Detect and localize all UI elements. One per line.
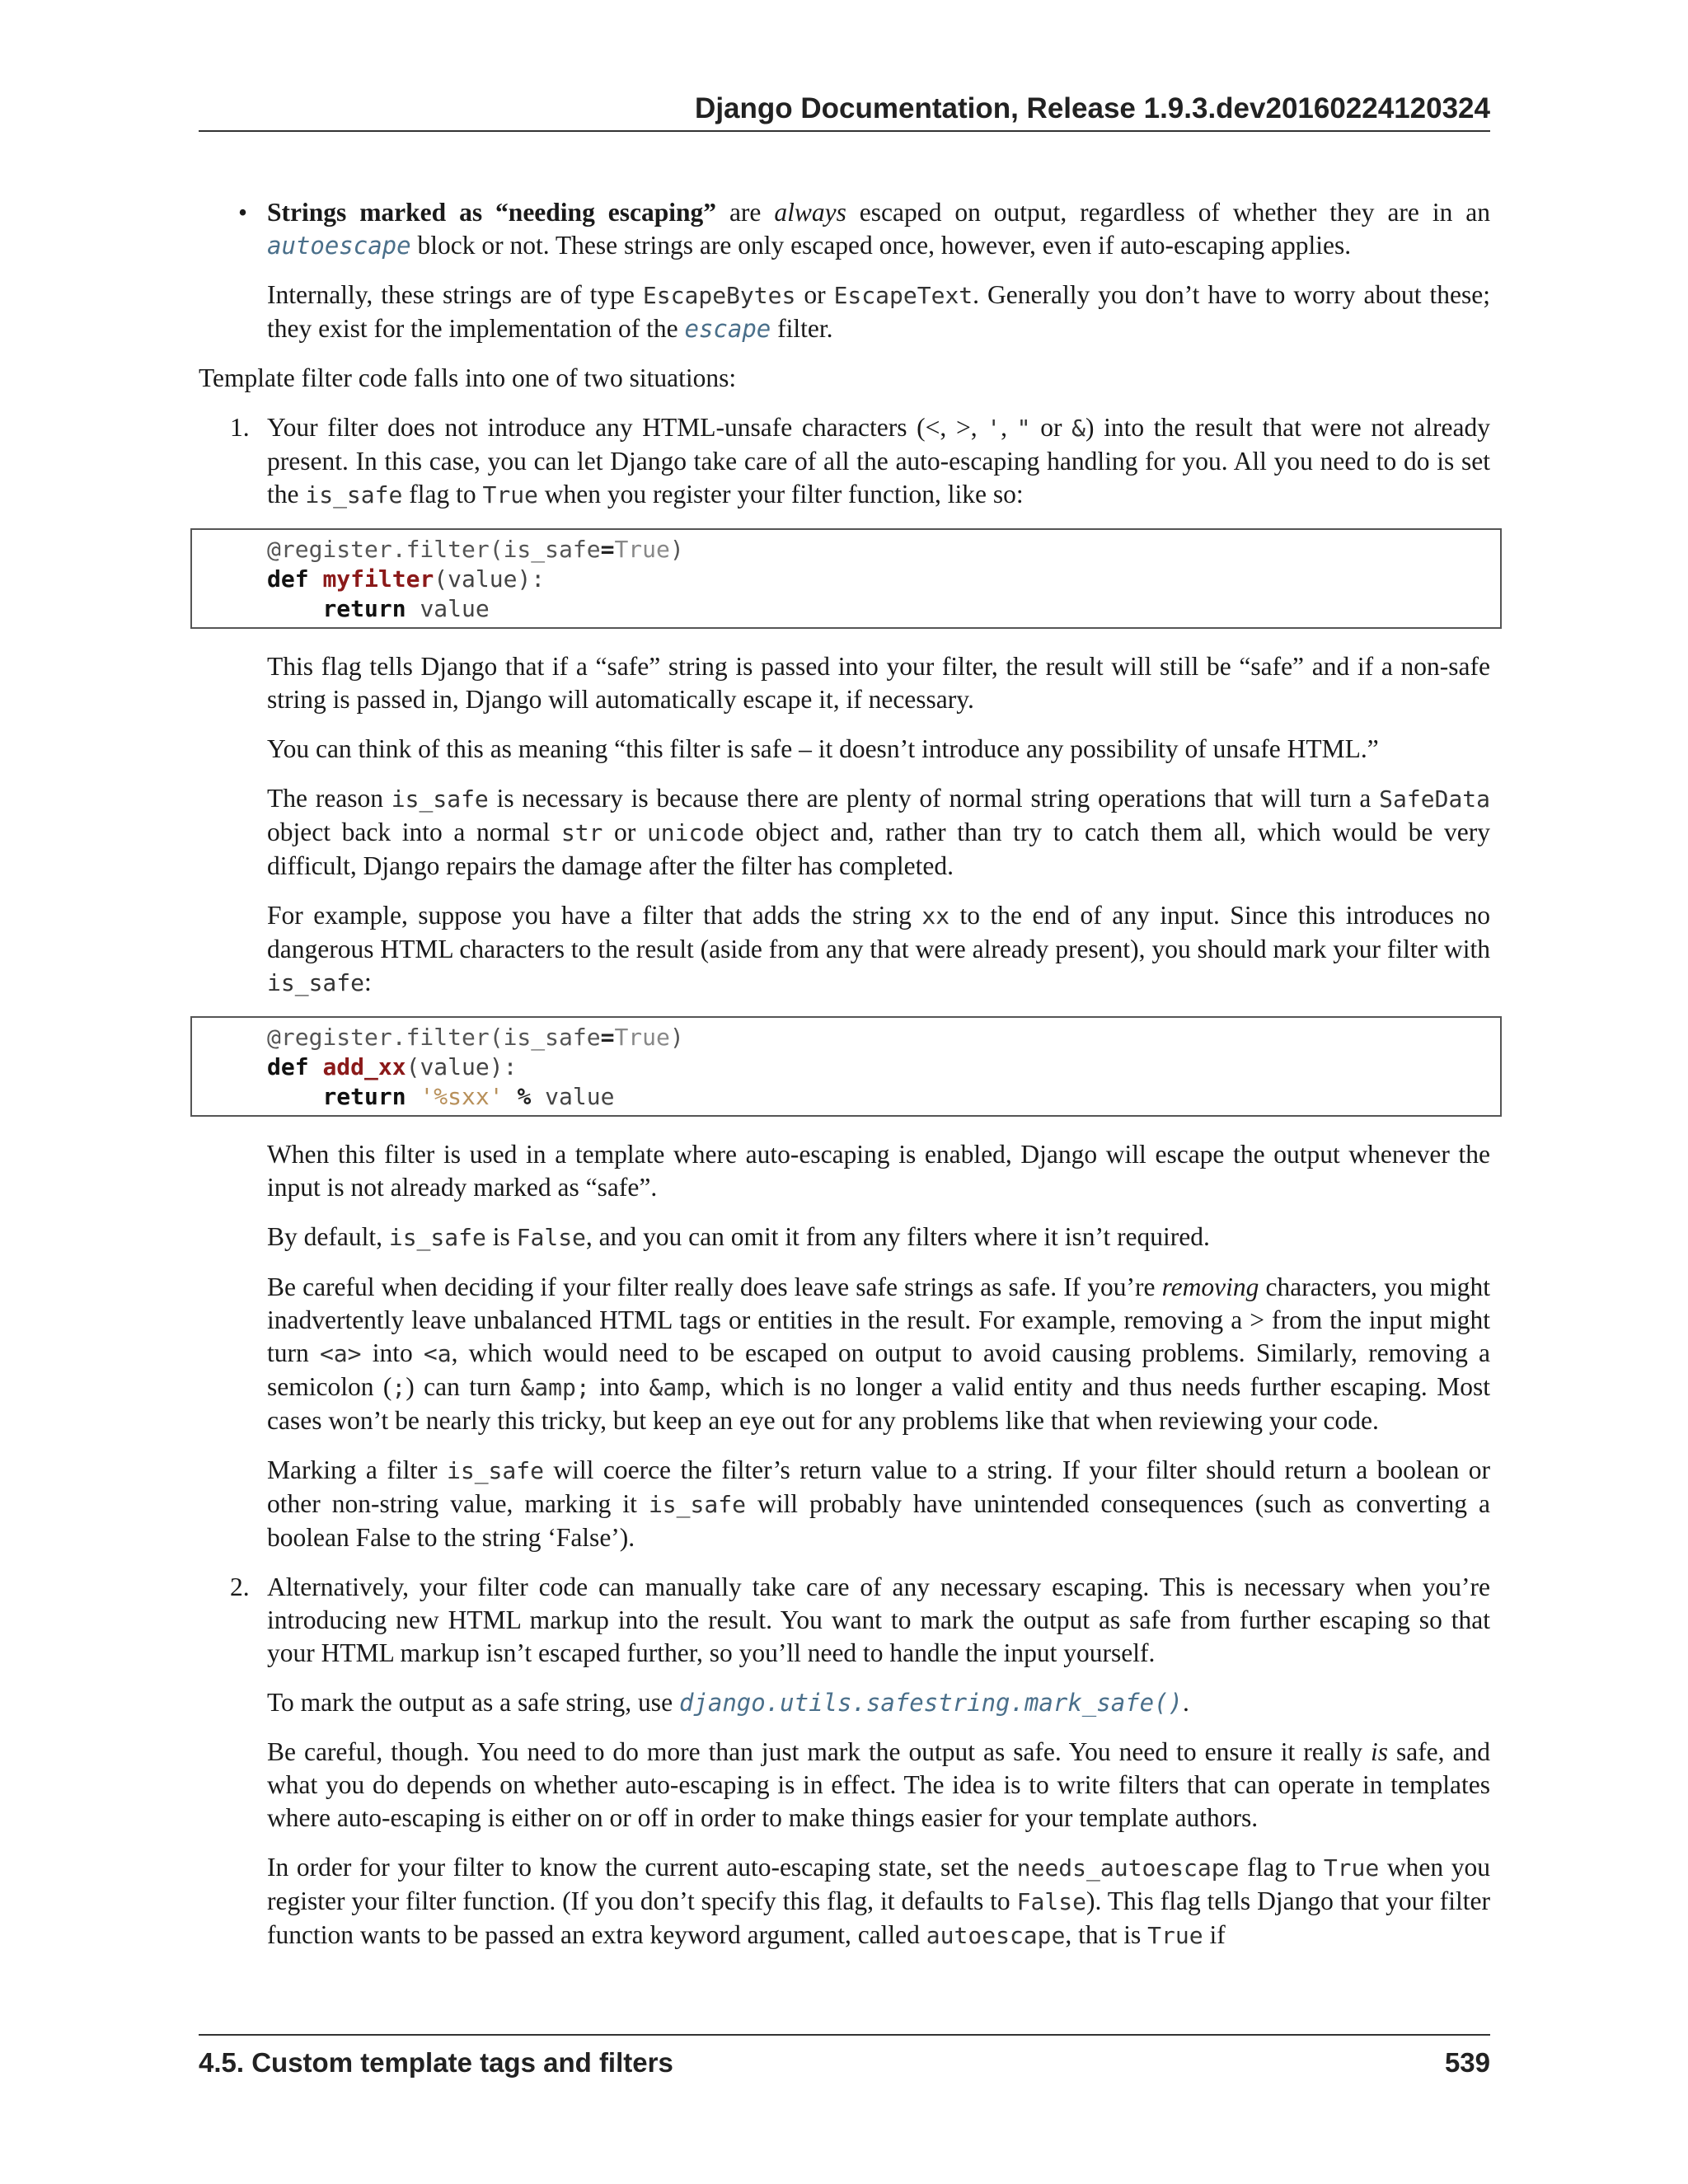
inline-code: autoescape <box>926 1922 1066 1949</box>
paragraph <box>267 899 1490 1000</box>
emphasis: is <box>1370 1737 1388 1766</box>
code-token: (value): <box>434 565 546 593</box>
page-header <box>199 89 1490 132</box>
mark-safe-link[interactable]: django.utils.safestring.mark_safe() <box>678 1689 1184 1717</box>
text: To mark the output as a safe string, use <box>267 1688 679 1717</box>
text: when you register your filter function, like so: <box>537 480 1024 509</box>
code-block-add-xx <box>190 1016 1502 1117</box>
footer-section-title: 4.5. Custom template tags and filters <box>199 2047 673 2078</box>
inline-code: ; <box>392 1374 406 1401</box>
code-token: def <box>267 565 309 593</box>
text: flag to <box>1239 1853 1324 1882</box>
text: characters, you might inadvertently leave unbalanced HTML tags or entities in the result. For example, removing a > from the input might turn <box>267 1272 1490 1367</box>
inline-code: <a> <box>319 1340 362 1367</box>
text: safe, and what you do depends on whether auto-escaping is in effect. The idea is to write filters that can operate in templates where auto-escaping is either on or off in order to make things easier for your template authors. <box>267 1737 1490 1832</box>
inline-code: is_safe <box>388 1224 486 1251</box>
text: is <box>485 1222 517 1251</box>
text: By default, <box>267 1222 389 1251</box>
code-token: value <box>531 1083 615 1110</box>
text: or <box>603 818 647 846</box>
text: is necessary is because there are plenty of normal string operations that will turn a <box>488 784 1380 813</box>
paragraph <box>267 411 1490 512</box>
code-token: True <box>614 1024 670 1051</box>
text: , which is no longer a valid entity and thus needs further escaping. Most cases won’t be nearly this tricky, but keep an eye out for any problems like that when reviewing your code. <box>267 1372 1490 1435</box>
code-token: return <box>322 1083 406 1110</box>
emphasis: removing <box>1161 1272 1259 1301</box>
text: if <box>1203 1920 1226 1949</box>
paragraph: When this filter is used in a template where auto-escaping is enabled, Django will escape the output whenever the input is not already marked as “safe”. <box>267 1140 1490 1202</box>
code-token: value <box>406 595 490 622</box>
text: . Generally you don’t have to worry about these; they exist for the implementation of the <box>267 280 1490 343</box>
paragraph: This flag tells Django that if a “safe” string is passed into your filter, the result will still be “safe” and if a non-safe string is passed in, Django will automatically escape it, if necessary. <box>267 652 1490 714</box>
text: Your filter does not introduce any HTML-unsafe characters (<, >, <box>267 413 987 442</box>
inline-code: &amp <box>649 1374 705 1401</box>
paragraph <box>267 279 1490 345</box>
text: to the end of any input. Since this introduces no dangerous HTML characters to the result (aside from any that were already present), you should mark your filter with <box>267 901 1490 963</box>
code-token: % <box>517 1083 532 1110</box>
text: , which would need to be escaped on output to avoid causing problems. Similarly, removing a semicolon ( <box>267 1338 1490 1401</box>
bullet-icon: • <box>238 198 248 227</box>
code-token: = <box>600 1024 615 1051</box>
inline-code: True <box>1147 1922 1203 1949</box>
inline-code: True <box>1323 1854 1380 1882</box>
inline-code: is_safe <box>267 969 365 996</box>
code-token: = <box>600 536 615 563</box>
inline-code: is_safe <box>305 481 403 509</box>
paragraph <box>267 1736 1490 1835</box>
inline-code: ' <box>987 415 1001 442</box>
code-content <box>267 1023 1500 1112</box>
paragraph <box>267 196 1490 262</box>
inline-code: needs_autoescape <box>1016 1854 1240 1882</box>
code-token: return <box>322 595 406 622</box>
bold-term: Strings marked as “needing escaping” <box>267 198 717 227</box>
code-token: myfilter <box>322 565 434 593</box>
text: , and you can omit it from any filters where it isn’t required. <box>585 1222 1210 1251</box>
text: , <box>1001 413 1017 442</box>
code-block-myfilter <box>190 528 1502 629</box>
paragraph <box>267 1271 1490 1437</box>
inline-code: True <box>482 481 538 509</box>
text: Be careful when deciding if your filter really does leave safe strings as safe. If you’re <box>267 1272 1162 1301</box>
inline-code: EscapeBytes <box>642 282 796 309</box>
code-token: ) <box>669 536 684 563</box>
page-number: 539 <box>1444 2047 1490 2078</box>
inline-code: is_safe <box>446 1457 544 1484</box>
text: Internally, these strings are of type <box>267 280 643 309</box>
item-number: 1. <box>230 413 250 442</box>
text: object and, rather than try to catch them all, which would be very difficult, Django repairs the damage after the filter has completed. <box>267 818 1491 880</box>
text: are <box>716 198 775 227</box>
code-token: '%sxx' <box>420 1083 504 1110</box>
text: object back into a normal <box>267 818 561 846</box>
emphasis: always <box>774 198 846 227</box>
item-1-continued <box>267 650 1490 1000</box>
code-token: add_xx <box>322 1053 406 1080</box>
text: : <box>364 968 372 996</box>
inline-code: unicode <box>646 819 744 846</box>
text: when you register your filter function. (If you don’t specify this flag, it defaults to <box>267 1853 1491 1915</box>
inline-code: & <box>1071 415 1085 442</box>
numbered-item-1 <box>230 411 1490 512</box>
item-number: 2. <box>230 1572 250 1601</box>
bullet-item-needing-escaping <box>238 196 1490 345</box>
text: into <box>361 1338 424 1367</box>
text: In order for your filter to know the current auto-escaping state, set the <box>267 1853 1017 1882</box>
numbered-item-2 <box>230 1571 1491 1952</box>
text: filter. <box>771 314 833 343</box>
inline-code: is_safe <box>648 1491 746 1518</box>
inline-code: EscapeText <box>833 282 973 309</box>
paragraph <box>267 1221 1490 1254</box>
paragraph <box>267 1686 1490 1719</box>
text: ). This flag tells Django that your filter function wants to be passed an extra keyword argument, called <box>267 1886 1491 1949</box>
paragraph: You can think of this as meaning “this filter is safe – it doesn’t introduce any possibility of unsafe HTML.” <box>267 734 1379 763</box>
inline-code: &amp; <box>520 1374 590 1401</box>
text: into <box>589 1372 649 1401</box>
text: or <box>795 280 834 309</box>
text: will coerce the filter’s return value to a string. If your filter should return a boolean or other non-string value, marking it <box>267 1455 1490 1518</box>
text: For example, suppose you have a filter that adds the string <box>267 901 922 930</box>
escape-link[interactable]: escape <box>684 315 771 343</box>
intro-paragraph: Template filter code falls into one of two situations: <box>199 363 737 392</box>
code-token: def <box>267 1053 309 1080</box>
autoescape-link[interactable]: autoescape <box>267 232 411 260</box>
paragraph: Alternatively, your filter code can manually take care of any necessary escaping. This is necessary when you’re introducing new HTML markup into the result. You want to mark the output as safe from further escaping so that your HTML markup isn’t escaped further, so you’ll need to handle the input yourself. <box>267 1572 1490 1667</box>
code-token: @register.filter(is_safe <box>267 1024 601 1051</box>
text: flag to <box>402 480 483 509</box>
text: block or not. These strings are only escaped once, however, even if auto-escaping applies. <box>410 231 1352 260</box>
text: ) into the result that were not already present. In this case, you can let Django take care of all the auto-escaping handling for you. All you need to do is set the <box>267 413 1490 509</box>
text: or <box>1030 413 1072 442</box>
text: escaped on output, regardless of whether they are in an <box>846 198 1490 227</box>
paragraph <box>267 1851 1490 1952</box>
document-title: Django Documentation, Release 1.9.3.dev20160224120324 <box>695 92 1490 124</box>
text: will probably have unintended consequences (such as converting a boolean False to the string ‘False’). <box>267 1489 1491 1552</box>
page-footer <box>199 2034 1490 2078</box>
text: , that is <box>1065 1920 1148 1949</box>
inline-code: xx <box>921 902 950 930</box>
paragraph <box>267 1454 1490 1554</box>
inline-code: " <box>1016 415 1031 442</box>
text: ) can turn <box>406 1372 521 1401</box>
inline-code: is_safe <box>391 785 489 813</box>
paragraph <box>267 782 1490 883</box>
text: Marking a filter <box>267 1455 447 1484</box>
code-content <box>267 535 1500 624</box>
text: The reason <box>267 784 392 813</box>
code-token: ) <box>669 1024 684 1051</box>
inline-code: False <box>516 1224 586 1251</box>
item-1-continued-2 <box>267 1138 1490 1554</box>
code-token: True <box>614 536 670 563</box>
inline-code: <a <box>423 1340 452 1367</box>
inline-code: False <box>1016 1888 1086 1915</box>
text: Be careful, though. You need to do more than just mark the output as safe. You need to ensure it really <box>267 1737 1371 1766</box>
page-content <box>199 196 1490 1969</box>
code-token: (value): <box>406 1053 518 1080</box>
inline-code: str <box>560 819 603 846</box>
code-token: @register.filter(is_safe <box>267 536 601 563</box>
inline-code: SafeData <box>1379 785 1491 813</box>
text: . <box>1183 1688 1189 1717</box>
